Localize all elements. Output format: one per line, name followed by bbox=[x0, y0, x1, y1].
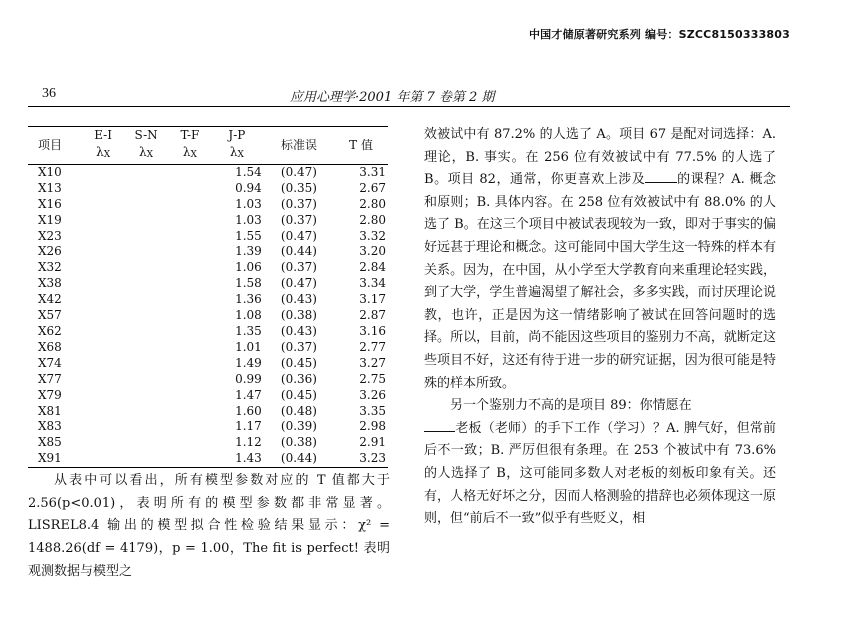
cell-item: X57 bbox=[38, 308, 62, 323]
cell-se: (0.47) bbox=[280, 164, 317, 179]
cell-tf bbox=[170, 324, 210, 340]
cell-se: (0.47) bbox=[280, 228, 317, 243]
cell-item: X16 bbox=[38, 196, 62, 211]
cell-t: 2.77 bbox=[359, 339, 386, 354]
cell-se: (0.44) bbox=[280, 244, 317, 259]
cell-sn bbox=[122, 213, 170, 229]
table-row bbox=[28, 276, 388, 292]
cell-ei bbox=[84, 229, 122, 245]
cell-sn bbox=[122, 340, 170, 356]
table-row bbox=[28, 372, 388, 388]
table-row bbox=[28, 181, 388, 197]
cell-sn bbox=[122, 324, 170, 340]
cell-se: (0.44) bbox=[264, 451, 334, 467]
col-se: 标准误 bbox=[280, 137, 317, 152]
cell-tf bbox=[170, 244, 210, 260]
page-header bbox=[28, 84, 790, 107]
cell-t: 2.91 bbox=[359, 435, 386, 450]
table-row bbox=[28, 244, 388, 260]
cell-t: 2.84 bbox=[359, 260, 386, 275]
cell-item: X23 bbox=[38, 228, 62, 243]
cell-jp: 1.55 bbox=[235, 228, 262, 243]
cell-t: 3.26 bbox=[359, 387, 386, 402]
cell-se: (0.45) bbox=[280, 355, 317, 370]
cell-jp: 1.47 bbox=[235, 387, 262, 402]
cell-jp: 1.43 bbox=[210, 451, 264, 467]
right-column bbox=[424, 124, 776, 531]
cell-item: X83 bbox=[38, 419, 62, 434]
cell-tf bbox=[170, 197, 210, 213]
cell-sn bbox=[122, 276, 170, 292]
table-row bbox=[28, 388, 388, 404]
cell-sn bbox=[122, 372, 170, 388]
cell-t: 3.17 bbox=[359, 292, 386, 307]
cell-item: X91 bbox=[28, 451, 84, 467]
table-row bbox=[28, 197, 388, 213]
table-row bbox=[28, 308, 388, 324]
cell-t: 2.87 bbox=[359, 308, 386, 323]
cell-jp: 1.17 bbox=[235, 419, 262, 434]
cell-tf bbox=[170, 213, 210, 229]
cell-tf bbox=[170, 308, 210, 324]
cell-jp: 1.49 bbox=[235, 355, 262, 370]
cell-tf bbox=[170, 229, 210, 245]
cell-ei bbox=[84, 308, 122, 324]
cell-tf bbox=[170, 419, 210, 435]
lambda-tf: λX bbox=[182, 145, 197, 160]
left-column bbox=[28, 126, 396, 583]
cell-t: 2.80 bbox=[359, 196, 386, 211]
lambda-ei: λX bbox=[96, 145, 111, 160]
cell-ei bbox=[84, 404, 122, 420]
cell-tf bbox=[170, 404, 210, 420]
cell-item: X19 bbox=[38, 212, 62, 227]
cell-t: 3.31 bbox=[359, 164, 386, 179]
table-row bbox=[28, 435, 388, 451]
cell-item: X85 bbox=[38, 435, 62, 450]
cell-ei bbox=[84, 340, 122, 356]
fill-blank bbox=[424, 420, 455, 432]
cell-se: (0.37) bbox=[280, 260, 317, 275]
cell-ei bbox=[84, 213, 122, 229]
cell-tf bbox=[170, 340, 210, 356]
cell-ei bbox=[84, 388, 122, 404]
lambda-jp: λX bbox=[229, 145, 244, 160]
right-paragraph-1: 效被试中有 87.2% 的人选了 A。项目 67 是配对词选择：A. 理论，B. 事实。在 256 位有效被试中有 77.5% 的人选了 B。项目 82，通常，你更喜欢上涉及 的课程？A. 概念和原则；B. 具体内容。在 258 位有效被试中有 88.0% 的人选了 B。在这三个项目中被试表现较为一致，即对于事实的偏好远甚于理论和概念。这可能同中国大学生这一特殊的样本有关系。因为，在中国，从小学至大学教育向来重理论轻实践，到了大学，学生普遍渴望了解社会，多多实践，而讨厌理论说教，也许，正是因为这一情绪影响了被试在回答问题时的选择。所以，目前，尚不能因这些项目的鉴别力不高，就断定这些项目不好，这还有待于进一步的研究证据，因为很可能是特殊的样本所致。 bbox=[424, 127, 777, 391]
cell-tf bbox=[170, 164, 210, 180]
cell-sn bbox=[122, 197, 170, 213]
table-row bbox=[28, 340, 388, 356]
cell-se: (0.48) bbox=[280, 403, 317, 418]
watermark: 中国才储原著研究系列 编号：SZCC8150333803 bbox=[528, 28, 790, 41]
table-row bbox=[28, 164, 388, 180]
table-row bbox=[28, 213, 388, 229]
cell-t: 3.32 bbox=[359, 228, 386, 243]
table-row bbox=[28, 260, 388, 276]
col-t: T 值 bbox=[349, 137, 373, 152]
cell-se: (0.37) bbox=[280, 212, 317, 227]
col-tf: T-F bbox=[180, 128, 200, 143]
cell-item: X74 bbox=[38, 355, 62, 370]
cell-sn bbox=[122, 164, 170, 180]
journal-title: 应用心理学·2001 年第 7 卷第 2 期 bbox=[290, 90, 495, 105]
cell-jp: 1.01 bbox=[235, 339, 262, 354]
table-row bbox=[28, 229, 388, 245]
cell-sn bbox=[122, 451, 170, 467]
cell-jp: 1.58 bbox=[235, 276, 262, 291]
cell-item: X32 bbox=[38, 260, 62, 275]
col-ei: E-I bbox=[94, 128, 112, 143]
cell-se: (0.47) bbox=[280, 276, 317, 291]
table-row bbox=[28, 404, 388, 420]
cell-se: (0.39) bbox=[280, 419, 317, 434]
cell-item: X62 bbox=[38, 323, 62, 338]
cell-ei bbox=[84, 260, 122, 276]
table-row bbox=[28, 419, 388, 435]
cell-ei bbox=[84, 197, 122, 213]
cell-se: (0.37) bbox=[280, 196, 317, 211]
cell-tf bbox=[170, 435, 210, 451]
cell-se: (0.43) bbox=[280, 292, 317, 307]
cell-tf bbox=[170, 292, 210, 308]
loadings-table bbox=[28, 126, 388, 468]
cell-ei bbox=[84, 324, 122, 340]
cell-ei bbox=[84, 276, 122, 292]
right-paragraph-2: 另一个鉴别力不高的是项目 89：你情愿在 老板（老师）的手下工作（学习）？A. 脾气好，但常前后不一致；B. 严厉但很有条理。在 253 个被试中有 73.6% 的人选择了 B，这可能同多数人对老板的刻板印象有关。还有，人格无好坏之分，因而人格测验的措辞也必须体现这一原则，但“前后不一致”似乎有些贬义，相 bbox=[424, 398, 776, 527]
cell-se: (0.36) bbox=[280, 371, 317, 386]
cell-ei bbox=[84, 181, 122, 197]
cell-jp: 1.39 bbox=[235, 244, 262, 259]
cell-t: 3.16 bbox=[359, 323, 386, 338]
cell-jp: 1.12 bbox=[235, 435, 262, 450]
cell-sn bbox=[122, 404, 170, 420]
cell-ei bbox=[84, 435, 122, 451]
cell-jp: 1.60 bbox=[235, 403, 262, 418]
cell-jp: 0.94 bbox=[235, 180, 262, 195]
table-row bbox=[28, 324, 388, 340]
cell-t: 3.34 bbox=[359, 276, 386, 291]
cell-item: X79 bbox=[38, 387, 62, 402]
cell-item: X13 bbox=[38, 180, 62, 195]
table-row bbox=[28, 451, 388, 467]
cell-se: (0.35) bbox=[280, 180, 317, 195]
cell-jp: 1.03 bbox=[235, 212, 262, 227]
cell-t: 3.20 bbox=[359, 244, 386, 259]
cell-tf bbox=[170, 260, 210, 276]
cell-jp: 1.54 bbox=[235, 164, 262, 179]
table-body bbox=[28, 164, 388, 467]
col-sn: S-N bbox=[134, 128, 158, 143]
cell-item: X68 bbox=[38, 339, 62, 354]
col-jp: J-P bbox=[228, 128, 246, 143]
cell-sn bbox=[122, 260, 170, 276]
cell-tf bbox=[170, 181, 210, 197]
cell-sn bbox=[122, 308, 170, 324]
page-number: 36 bbox=[42, 86, 56, 101]
cell-t: 2.67 bbox=[359, 180, 386, 195]
cell-item: X77 bbox=[38, 371, 62, 386]
cell-ei bbox=[84, 244, 122, 260]
cell-jp: 1.06 bbox=[235, 260, 262, 275]
cell-se: (0.45) bbox=[280, 387, 317, 402]
cell-se: (0.38) bbox=[280, 435, 317, 450]
cell-tf bbox=[170, 276, 210, 292]
cell-jp: 1.36 bbox=[235, 292, 262, 307]
cell-tf bbox=[170, 388, 210, 404]
fill-blank bbox=[645, 171, 676, 183]
cell-sn bbox=[122, 244, 170, 260]
cell-jp: 0.99 bbox=[235, 371, 262, 386]
cell-tf bbox=[170, 356, 210, 372]
cell-t: 3.27 bbox=[359, 355, 386, 370]
cell-sn bbox=[122, 229, 170, 245]
cell-t: 3.35 bbox=[359, 403, 386, 418]
cell-sn bbox=[122, 419, 170, 435]
cell-sn bbox=[122, 388, 170, 404]
cell-sn bbox=[122, 292, 170, 308]
cell-ei bbox=[84, 356, 122, 372]
cell-ei bbox=[84, 451, 122, 467]
cell-se: (0.43) bbox=[280, 323, 317, 338]
cell-sn bbox=[122, 356, 170, 372]
cell-item: X42 bbox=[38, 292, 62, 307]
cell-jp: 1.08 bbox=[235, 308, 262, 323]
cell-tf bbox=[170, 451, 210, 467]
cell-t: 2.80 bbox=[359, 212, 386, 227]
cell-se: (0.38) bbox=[280, 308, 317, 323]
cell-sn bbox=[122, 181, 170, 197]
cell-sn bbox=[122, 435, 170, 451]
cell-jp: 1.03 bbox=[235, 196, 262, 211]
cell-ei bbox=[84, 292, 122, 308]
cell-item: X38 bbox=[38, 276, 62, 291]
cell-item: X10 bbox=[38, 164, 62, 179]
left-paragraph: 从表中可以看出，所有模型参数对应的 T 值都大于 2.56(p<0.01)，表明所有的模型参数都非常显著。LISREL8.4 输出的模型拟合性检验结果显示：χ² = 1488.26(df = 4179)，p = 1.00，The fit is perfect! 表明观测数据与模型之 bbox=[28, 473, 390, 579]
cell-t: 2.75 bbox=[359, 371, 386, 386]
cell-se: (0.37) bbox=[280, 339, 317, 354]
cell-tf bbox=[170, 372, 210, 388]
cell-item: X26 bbox=[38, 244, 62, 259]
cell-jp: 1.35 bbox=[235, 323, 262, 338]
lambda-sn: λX bbox=[139, 145, 154, 160]
cell-item: X81 bbox=[38, 403, 62, 418]
cell-ei bbox=[84, 372, 122, 388]
cell-t: 3.23 bbox=[334, 451, 388, 467]
table-row bbox=[28, 292, 388, 308]
col-item: 项目 bbox=[38, 137, 63, 152]
cell-ei bbox=[84, 164, 122, 180]
cell-t: 2.98 bbox=[359, 419, 386, 434]
cell-ei bbox=[84, 419, 122, 435]
table-row bbox=[28, 356, 388, 372]
